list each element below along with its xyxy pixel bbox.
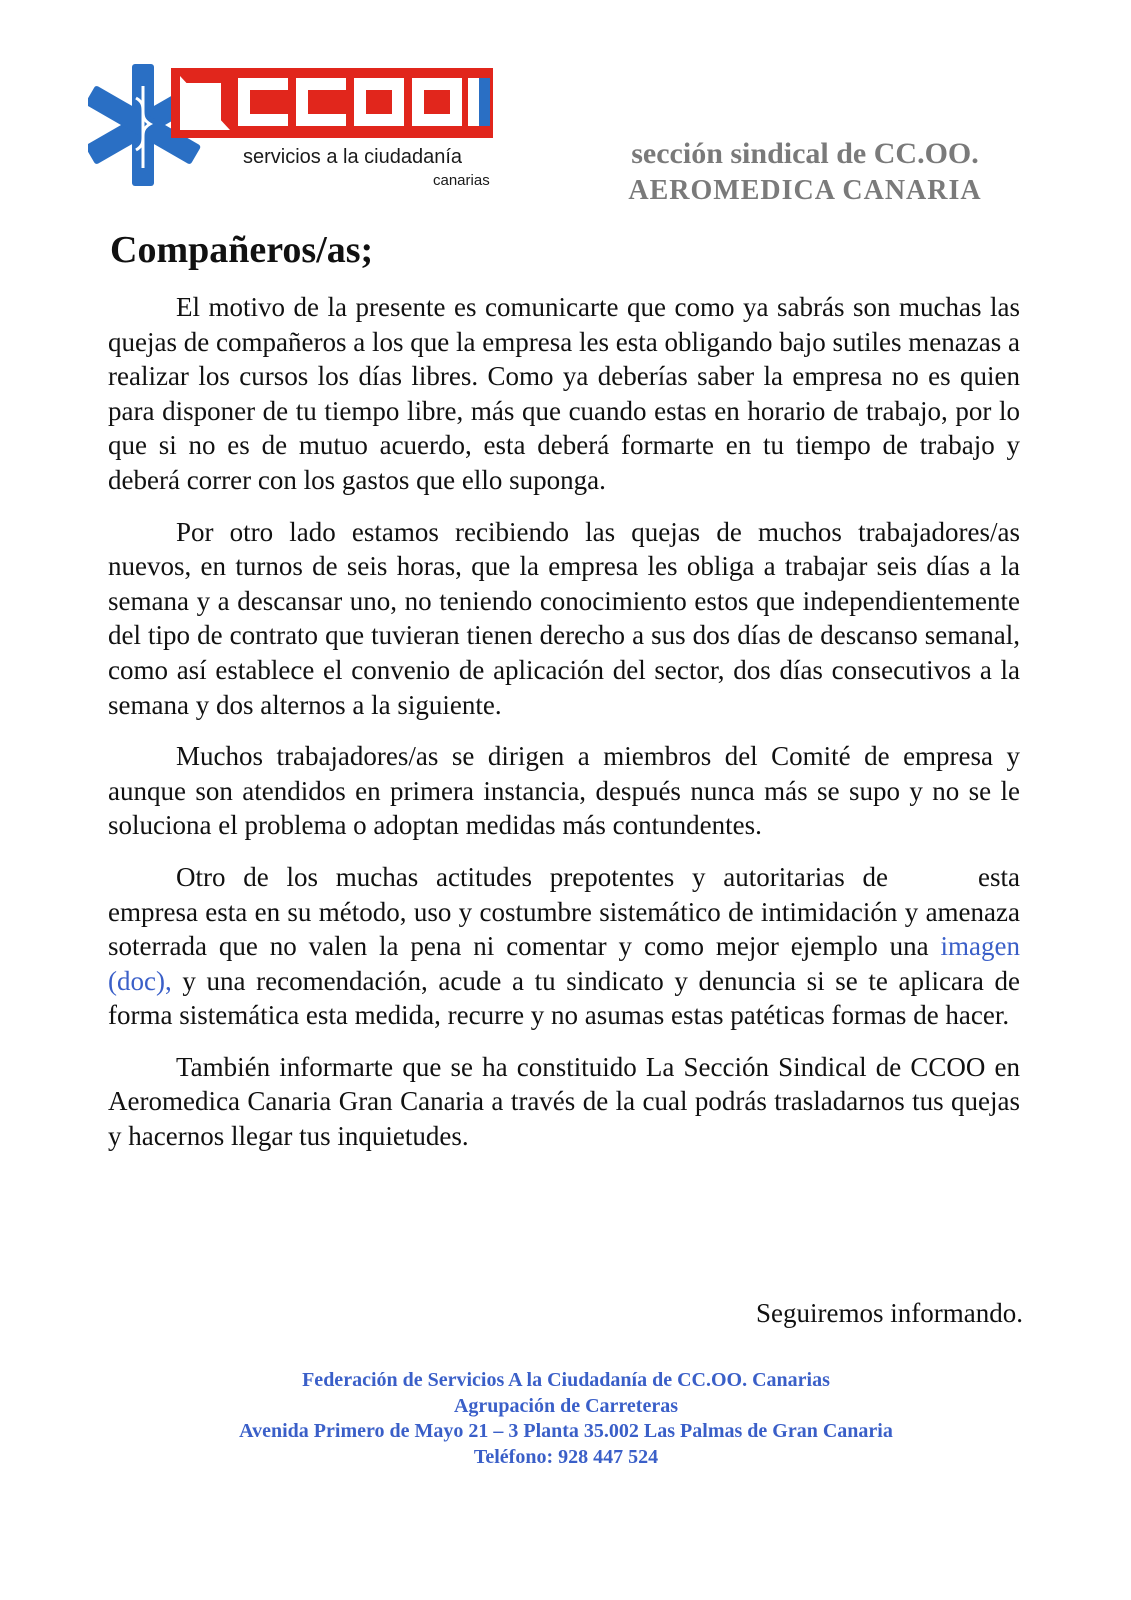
logo-graphic xyxy=(88,58,538,218)
logo-subtitle: servicios a la ciudadanía xyxy=(243,146,463,168)
signoff: Seguiremos informando. xyxy=(756,1298,1023,1328)
header-line-2: AEROMEDICA CANARIA xyxy=(628,175,982,206)
footer-line-2: Agrupación de Carreteras xyxy=(453,1394,679,1417)
paragraph-4-part-a: Otro de los muchas actitudes prepotentes y autoritarias de xyxy=(176,861,889,892)
greeting: Compañeros/as; xyxy=(110,229,374,271)
footer-line-3: Avenida Primero de Mayo 21 – 3 Planta 35.002 Las Palmas de Gran Canaria xyxy=(239,1420,893,1442)
letter-body xyxy=(108,290,1020,1171)
paragraph-4-part-b: esta empresa esta en su método, uso y costumbre sistemático de intimidación y amenaza soterrada que no valen la pena ni comentar y como mejor ejemplo una xyxy=(108,861,1020,962)
image-doc-link[interactable]: imagen (doc), xyxy=(108,931,1021,996)
paragraph-5: También informarte que se ha constituido La Sección Sindical de CCOO en Aeromedica Canaria Gran Canaria a través de la cual podrás trasladarnos tus quejas y hacernos llegar tus inquietudes. xyxy=(108,1051,1020,1152)
footer-line-4: Teléfono: 928 447 524 xyxy=(473,1445,659,1468)
footer xyxy=(100,1368,1032,1470)
ccoo-logo xyxy=(88,58,538,218)
paragraph-4 xyxy=(108,860,1020,1033)
paragraph-4-part-c: y una recomendación, acude a tu sindicato y denuncia si se te aplicara de forma sistemática esta medida, recurre y no asumas estas patéticas formas de hacer. xyxy=(108,965,1021,1031)
paragraph-1: El motivo de la presente es comunicarte que como ya sabrás son muchas las quejas de compañeros a los que la empresa les esta obligando bajo sutiles menazas a realizar los cursos los días libres. Como ya deberías saber la empresa no es quien para disponer de tu tiempo libre, más que cuando estas en horario de trabajo, por lo que si no es de mutuo acuerdo, esta deberá formarte en tu tiempo de trabajo y deberá correr con los gastos que ello suponga. xyxy=(108,292,1020,495)
paragraph-3: Muchos trabajadores/as se dirigen a miembros del Comité de empresa y aunque son atendidos en primera instancia, después nunca más se supo y no se le soluciona el problema o adoptan medidas más contundentes. xyxy=(108,741,1020,841)
logo-region: canarias xyxy=(433,172,490,189)
section-header xyxy=(560,135,1050,209)
footer-line-1: Federación de Servicios A la Ciudadanía de CC.OO. Canarias xyxy=(302,1369,830,1391)
paragraph-2: Por otro lado estamos recibiendo las quejas de muchos trabajadores/as nuevos, en turnos de seis horas, que la empresa les obliga a trabajar seis días a la semana y a descansar uno, no teniendo conocimiento estos que independientemente del tipo de contrato que tuvieran tienen derecho a sus dos días de descanso semanal, como así establece el convenio de aplicación del sector, dos días consecutivos a la semana y dos alternos a la siguiente. xyxy=(108,516,1020,720)
header-line-1: sección sindical de CC.OO. xyxy=(631,137,979,170)
